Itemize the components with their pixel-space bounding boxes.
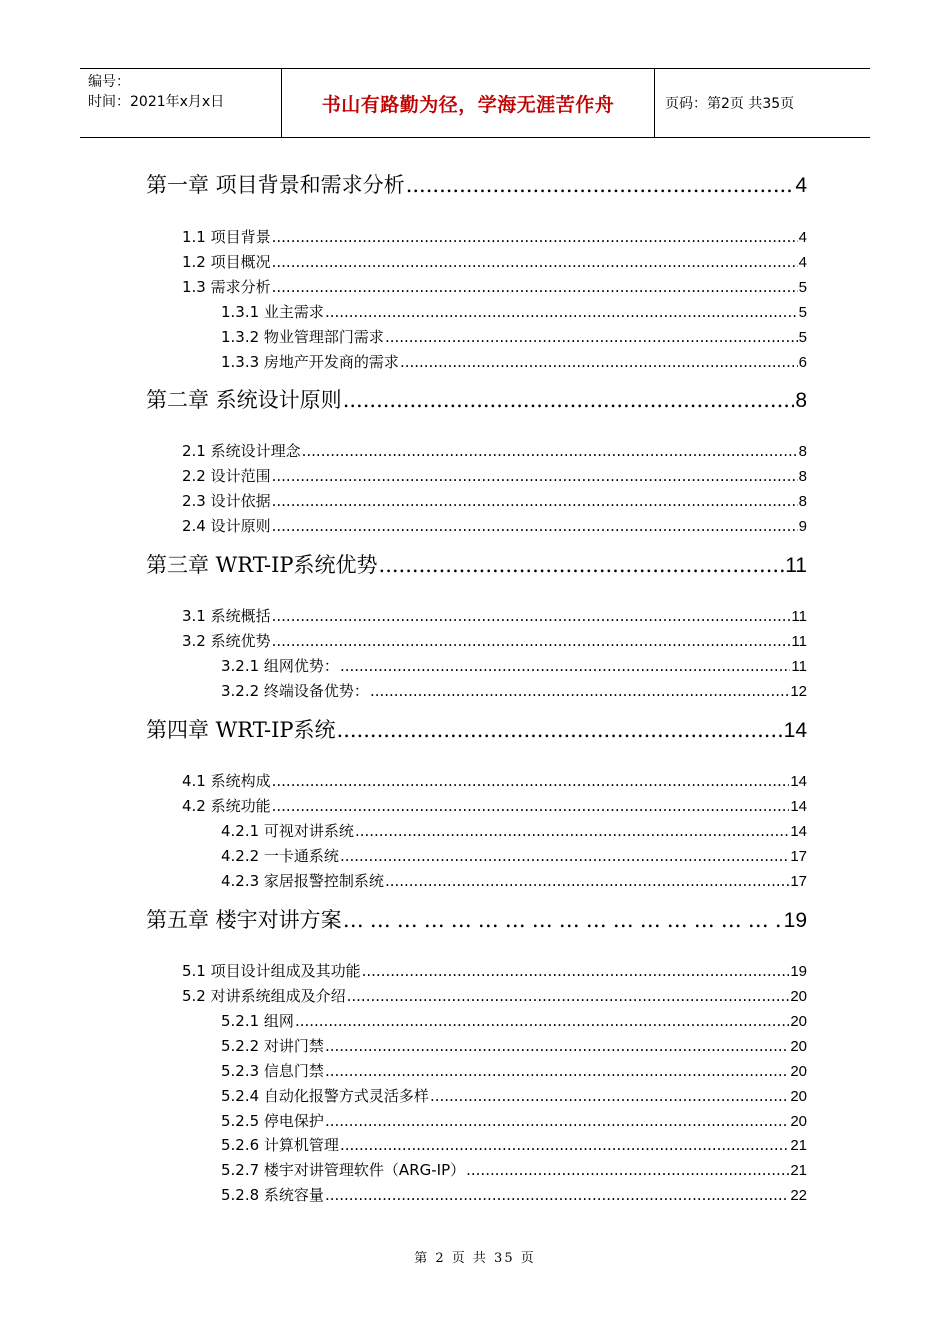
toc-dot-leader bbox=[272, 797, 790, 815]
toc-entry[interactable] bbox=[182, 795, 807, 816]
toc-dot-leader bbox=[295, 1012, 789, 1030]
toc-dot-leader bbox=[272, 772, 790, 790]
toc-dot-leader bbox=[272, 467, 798, 485]
toc-entry[interactable] bbox=[221, 1085, 807, 1106]
toc-entry[interactable] bbox=[221, 680, 807, 701]
toc-entry-label: 2.1 系统设计理念 bbox=[182, 442, 301, 460]
page-footer: 第 2 页 共 35 页 bbox=[414, 1251, 536, 1266]
toc-entry[interactable] bbox=[221, 301, 807, 322]
toc-dot-leader bbox=[385, 328, 798, 346]
toc-entry-label: 4.2 系统功能 bbox=[182, 797, 271, 815]
toc-entry[interactable] bbox=[221, 655, 807, 676]
toc-entry-label: 5.2.2 对讲门禁 bbox=[221, 1037, 324, 1055]
toc-entry-page: 20 bbox=[790, 1013, 807, 1030]
toc-entry-page: 17 bbox=[790, 873, 807, 890]
toc-entry-label: 1.3.2 物业管理部门需求 bbox=[221, 328, 384, 346]
toc-entry[interactable] bbox=[182, 985, 807, 1006]
document-number-label: 编号： bbox=[88, 74, 130, 90]
toc-entry-page: 20 bbox=[790, 1088, 807, 1105]
toc-entry-label: 1.1 项目背景 bbox=[182, 228, 271, 246]
toc-entry-label: 4.1 系统构成 bbox=[182, 772, 271, 790]
toc-entry[interactable] bbox=[221, 1035, 807, 1056]
toc-entry-page: 21 bbox=[790, 1162, 807, 1179]
toc-entry-label: 5.2.7 楼宇对讲管理软件（ARG-IP） bbox=[221, 1161, 466, 1179]
toc-entry-page: 14 bbox=[790, 773, 807, 790]
toc-entry-label: 1.2 项目概况 bbox=[182, 253, 271, 271]
toc-entry[interactable] bbox=[182, 226, 807, 247]
toc-entry-page: 11 bbox=[791, 633, 807, 650]
toc-entry[interactable] bbox=[182, 276, 807, 297]
toc-dot-leader bbox=[325, 1186, 789, 1204]
toc-entry[interactable] bbox=[182, 465, 807, 486]
toc-entry-label: 2.2 设计范围 bbox=[182, 467, 271, 485]
document-time-label: 时间：2021年x月x日 bbox=[88, 94, 225, 110]
toc-dot-leader bbox=[362, 962, 790, 980]
toc-entry-label: 5.2.5 停电保护 bbox=[221, 1112, 324, 1130]
toc-entry-label: 2.3 设计依据 bbox=[182, 492, 271, 510]
toc-entry-page: 12 bbox=[790, 683, 807, 700]
toc-dot-leader bbox=[325, 1037, 789, 1055]
toc-entry-page: 20 bbox=[790, 1063, 807, 1080]
toc-entry-label: 3.2.1 组网优势： bbox=[221, 657, 339, 675]
toc-dot-leader bbox=[379, 553, 785, 577]
toc-dot-leader bbox=[343, 908, 783, 932]
toc-entry-label: 5.1 项目设计组成及其功能 bbox=[182, 962, 361, 980]
toc-entry-page: 22 bbox=[790, 1187, 807, 1204]
toc-entry-label: 1.3.3 房地产开发商的需求 bbox=[221, 353, 399, 371]
toc-entry-page: 6 bbox=[798, 354, 807, 371]
toc-entry-page: 11 bbox=[791, 608, 807, 625]
toc-entry-label: 3.2 系统优势 bbox=[182, 632, 271, 650]
toc-entry-label: 4.2.3 家居报警控制系统 bbox=[221, 872, 384, 890]
toc-dot-leader bbox=[272, 278, 798, 296]
toc-entry-page: 9 bbox=[798, 518, 807, 535]
toc-entry-page: 11 bbox=[785, 554, 807, 577]
toc-entry[interactable] bbox=[182, 630, 807, 651]
toc-dot-leader bbox=[272, 253, 798, 271]
toc-dot-leader bbox=[325, 303, 798, 321]
toc-entry[interactable] bbox=[146, 549, 807, 579]
toc-entry-label: 1.3 需求分析 bbox=[182, 278, 271, 296]
toc-entry[interactable] bbox=[182, 490, 807, 511]
toc-entry-label: 1.3.1 业主需求 bbox=[221, 303, 324, 321]
toc-dot-leader bbox=[337, 718, 783, 742]
toc-dot-leader bbox=[325, 1062, 789, 1080]
toc-entry-page: 8 bbox=[795, 389, 807, 412]
toc-entry-page: 5 bbox=[798, 304, 807, 321]
toc-entry-label: 第二章 系统设计原则 bbox=[146, 388, 342, 412]
toc-dot-leader bbox=[406, 173, 795, 197]
toc-dot-leader bbox=[355, 822, 789, 840]
header-motto: 书山有路勤为径，学海无涯苦作舟 bbox=[282, 69, 655, 137]
toc-entry-page: 20 bbox=[790, 1038, 807, 1055]
toc-entry[interactable] bbox=[182, 605, 807, 626]
toc-entry[interactable] bbox=[221, 351, 807, 372]
toc-entry-page: 20 bbox=[790, 988, 807, 1005]
toc-entry[interactable] bbox=[221, 1060, 807, 1081]
toc-dot-leader bbox=[340, 657, 790, 675]
toc-entry[interactable] bbox=[182, 440, 807, 461]
toc-entry-label: 4.2.1 可视对讲系统 bbox=[221, 822, 354, 840]
toc-entry-label: 2.4 设计原则 bbox=[182, 517, 271, 535]
toc-entry-label: 5.2.3 信息门禁 bbox=[221, 1062, 324, 1080]
toc-entry-page: 21 bbox=[790, 1137, 807, 1154]
toc-entry[interactable] bbox=[221, 845, 807, 866]
toc-dot-leader bbox=[370, 682, 789, 700]
toc-entry[interactable] bbox=[146, 169, 807, 199]
toc-dot-leader bbox=[325, 1112, 789, 1130]
toc-entry-page: 11 bbox=[791, 658, 807, 675]
toc-dot-leader bbox=[340, 847, 789, 865]
page-header bbox=[80, 68, 870, 138]
toc-entry-label: 5.2 对讲系统组成及介绍 bbox=[182, 987, 346, 1005]
toc-entry[interactable] bbox=[221, 1184, 807, 1205]
toc-entry[interactable] bbox=[182, 251, 807, 272]
toc-entry[interactable] bbox=[182, 770, 807, 791]
toc-entry-page: 8 bbox=[798, 493, 807, 510]
toc-entry[interactable] bbox=[182, 960, 807, 981]
toc-dot-leader bbox=[430, 1087, 789, 1105]
toc-dot-leader bbox=[400, 353, 798, 371]
toc-entry-label: 第一章 项目背景和需求分析 bbox=[146, 173, 405, 197]
toc-entry-label: 5.2.4 自动化报警方式灵活多样 bbox=[221, 1087, 429, 1105]
toc-entry-page: 14 bbox=[790, 823, 807, 840]
toc-entry[interactable] bbox=[221, 1110, 807, 1131]
toc-entry-page: 4 bbox=[795, 174, 807, 197]
toc-entry-label: 5.2.6 计算机管理 bbox=[221, 1136, 339, 1154]
toc-dot-leader bbox=[466, 1161, 789, 1179]
toc-entry[interactable] bbox=[146, 714, 807, 744]
toc-dot-leader bbox=[272, 607, 791, 625]
toc-entry-label: 5.2.1 组网 bbox=[221, 1012, 294, 1030]
toc-entry-page: 19 bbox=[783, 909, 807, 932]
toc-entry-page: 14 bbox=[790, 798, 807, 815]
toc-entry-page: 20 bbox=[790, 1113, 807, 1130]
toc-entry[interactable] bbox=[221, 326, 807, 347]
toc-dot-leader bbox=[347, 987, 790, 1005]
toc-dot-leader bbox=[272, 632, 791, 650]
toc-entry-page: 14 bbox=[783, 719, 807, 742]
toc-entry[interactable] bbox=[221, 820, 807, 841]
toc-dot-leader bbox=[385, 872, 789, 890]
toc-dot-leader bbox=[272, 517, 798, 535]
toc-entry-page: 8 bbox=[798, 443, 807, 460]
toc-entry-page: 4 bbox=[798, 229, 807, 246]
toc-entry[interactable] bbox=[146, 904, 807, 934]
toc-entry-page: 19 bbox=[790, 963, 807, 980]
header-meta bbox=[80, 69, 282, 137]
toc-entry[interactable] bbox=[182, 515, 807, 536]
toc-entry-label: 3.1 系统概括 bbox=[182, 607, 271, 625]
toc-entry[interactable] bbox=[221, 1134, 807, 1155]
toc-entry[interactable] bbox=[221, 1010, 807, 1031]
toc-entry-label: 第四章 WRT-IP系统 bbox=[146, 718, 336, 742]
toc-entry[interactable] bbox=[221, 870, 807, 891]
toc-dot-leader bbox=[340, 1136, 789, 1154]
toc-entry-page: 17 bbox=[790, 848, 807, 865]
toc-dot-leader bbox=[302, 442, 798, 460]
toc-entry-page: 5 bbox=[798, 279, 807, 296]
toc-entry-label: 5.2.8 系统容量 bbox=[221, 1186, 324, 1204]
toc-entry-label: 4.2.2 一卡通系统 bbox=[221, 847, 339, 865]
toc-entry-label: 第五章 楼宇对讲方案 bbox=[146, 908, 342, 932]
toc-entry-page: 5 bbox=[798, 329, 807, 346]
toc-entry-page: 4 bbox=[798, 254, 807, 271]
toc-entry-label: 第三章 WRT-IP系统优势 bbox=[146, 553, 378, 577]
toc-dot-leader bbox=[343, 388, 795, 412]
header-page-info: 页码：第2页 共35页 bbox=[665, 96, 795, 112]
toc-dot-leader bbox=[272, 228, 798, 246]
toc-entry[interactable] bbox=[221, 1159, 807, 1180]
toc-entry-page: 8 bbox=[798, 468, 807, 485]
toc-entry-label: 3.2.2 终端设备优势： bbox=[221, 682, 369, 700]
toc-entry[interactable] bbox=[146, 384, 807, 414]
toc-dot-leader bbox=[272, 492, 798, 510]
